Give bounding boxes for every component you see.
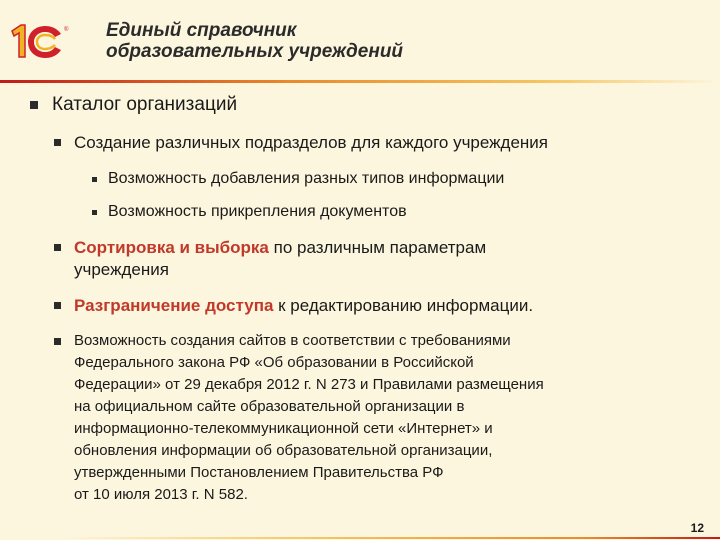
bullet-level2 bbox=[54, 302, 61, 309]
sorting-rest-text: по различным параметрам bbox=[268, 238, 487, 257]
highlight-sorting: Сортировка и выборка bbox=[74, 238, 269, 257]
highlight-access: Разграничение доступа bbox=[74, 296, 274, 315]
websites-line: Федерации» от 29 декабря 2012 г. N 273 и Правилами размещения bbox=[74, 376, 544, 393]
websites-line: Федерального закона РФ «Об образовании в Российской bbox=[74, 354, 474, 371]
websites-line: от 10 июля 2013 г. N 582. bbox=[74, 486, 248, 503]
bullet-level1 bbox=[54, 338, 61, 345]
list-item-catalog: Каталог организаций bbox=[52, 94, 238, 115]
bullet-level2 bbox=[54, 139, 61, 146]
websites-line: обновления информации об образовательной организации, bbox=[74, 442, 493, 459]
bullet-level2 bbox=[54, 244, 61, 251]
sorting-line2: учреждения bbox=[74, 260, 169, 279]
list-item-attach-docs: Возможность прикрепления документов bbox=[108, 203, 407, 220]
registered-mark: ® bbox=[64, 27, 69, 33]
bullet-level3 bbox=[92, 177, 97, 182]
list-item-websites bbox=[74, 330, 714, 506]
access-rest-text: к редактированию информации. bbox=[273, 296, 534, 315]
title-line-2: образовательных учреждений bbox=[106, 41, 404, 62]
list-item-add-types: Возможность добавления разных типов информации bbox=[108, 170, 505, 187]
title-line-1: Единый справочник bbox=[106, 20, 297, 41]
websites-line: Возможность создания сайтов в соответствии с требованиями bbox=[74, 332, 511, 349]
page-number: 12 bbox=[690, 521, 704, 535]
list-item-sorting bbox=[74, 237, 694, 281]
websites-line: информационно-телекоммуникационной сети «Интернет» и bbox=[74, 420, 493, 437]
footer-divider bbox=[60, 537, 720, 539]
websites-line: на официальном сайте образовательной организации в bbox=[74, 398, 465, 415]
list-item-create-sections: Создание различных подразделов для каждого учреждения bbox=[74, 133, 548, 152]
websites-line: утвержденными Постановлением Правительства РФ bbox=[74, 464, 444, 481]
bullet-level1 bbox=[30, 101, 38, 109]
list-item-access bbox=[74, 295, 533, 317]
bullet-level3 bbox=[92, 210, 97, 215]
